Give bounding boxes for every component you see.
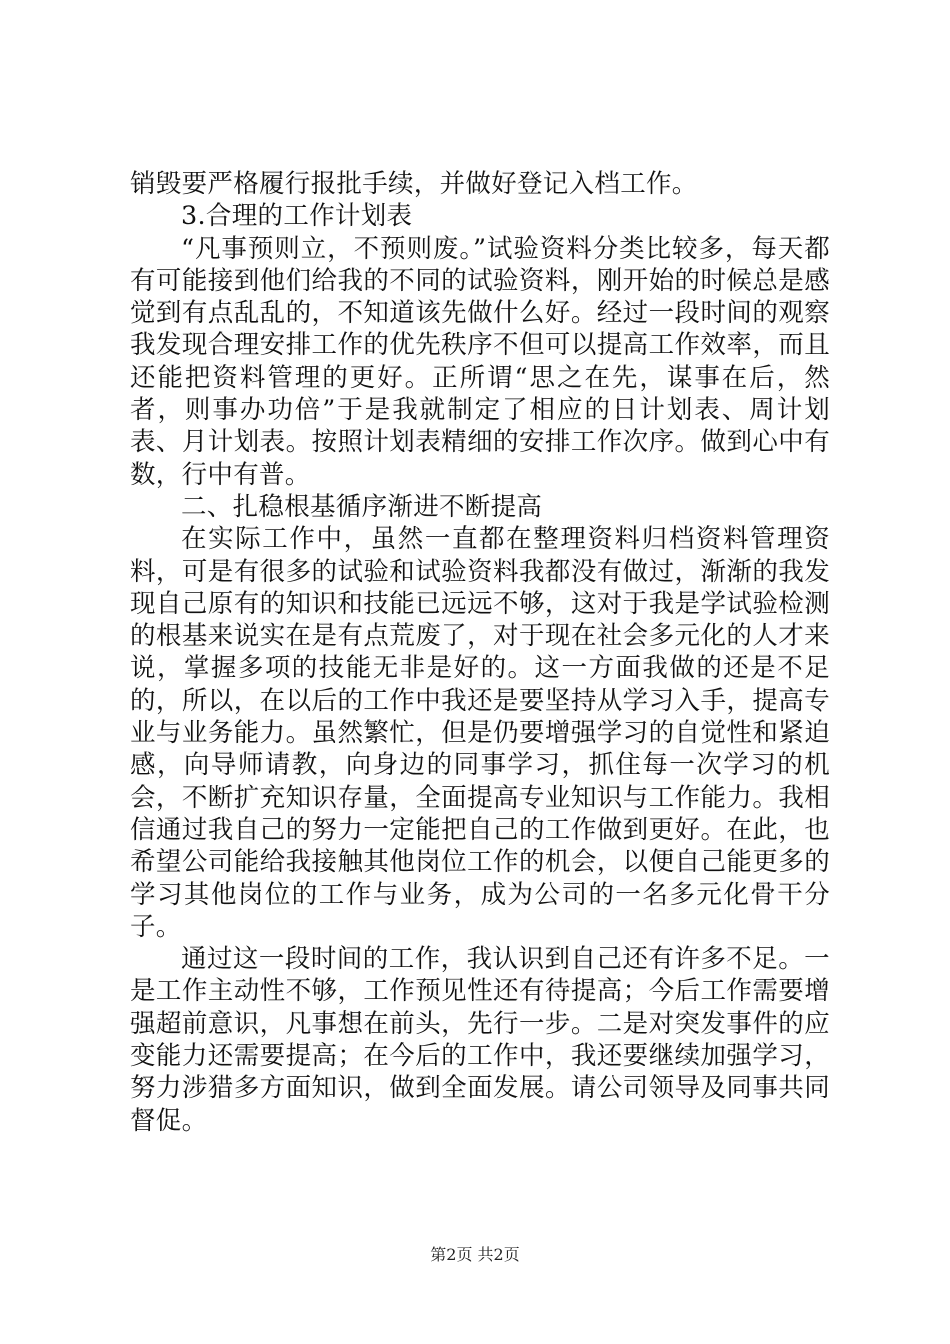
paragraph-practical-work: 在实际工作中，虽然一直都在整理资料归档资料管理资料，可是有很多的试验和试验资料我都没有做过，渐渐的我发现自己原有的知识和技能已远远不够，这对于我是学试验检测的根基来说实在是有点荒废了，对于现在社会多元化的人才来说，掌握多项的技能无非是好的。这一方面我做的还是不足的，所以，在以后的工作中我还是要坚持从学习入手，提高专业与业务能力。虽然繁忙，但是仍要增强学习的自觉性和紧迫感，向导师请教，向身边的同事学习，抓住每一次学习的机会，不断扩充知识存量，全面提高专业知识与工作能力。我相信通过我自己的努力一定能把自己的工作做到更好。在此，也希望公司能给我接触其他岗位工作的机会，以便自己能更多的学习其他岗位的工作与业务，成为公司的一名多元化骨干分子。 <box>130 524 830 942</box>
page-number-footer: 第2页 共2页 <box>430 1245 520 1264</box>
paragraph-continuation: 销毁要严格履行报批手续，并做好登记入档工作。 <box>130 169 698 199</box>
paragraph-conclusion: 通过这一段时间的工作，我认识到自己还有许多不足。一是工作主动性不够，工作预见性还有待提高；今后工作需要增强超前意识，凡事想在前头，先行一步。二是对突发事件的应变能力还需要提高；在今后的工作中，我还要继续加强学习，努力涉猎多方面知识，做到全面发展。请公司领导及同事共同督促。 <box>130 944 830 1136</box>
heading-section-two: 二、扎稳根基循序渐进不断提高 <box>181 491 543 522</box>
subheading-work-plan: 3.合理的工作计划表 <box>181 201 413 232</box>
document-body <box>130 168 830 1137</box>
paragraph-work-plan: “凡事预则立，不预则废。”试验资料分类比较多，每天都有可能接到他们给我的不同的试验资料，刚开始的时候总是感觉到有点乱乱的，不知道该先做什么好。经过一段时间的观察我发现合理安排工作的优先秩序不但可以提高工作效率，而且还能把资料管理的更好。正所谓“思之在先，谋事在后，然者，则事办功倍”于是我就制定了相应的日计划表、周计划表、月计划表。按照计划表精细的安排工作次序。做到心中有数，行中有普。 <box>130 233 830 490</box>
